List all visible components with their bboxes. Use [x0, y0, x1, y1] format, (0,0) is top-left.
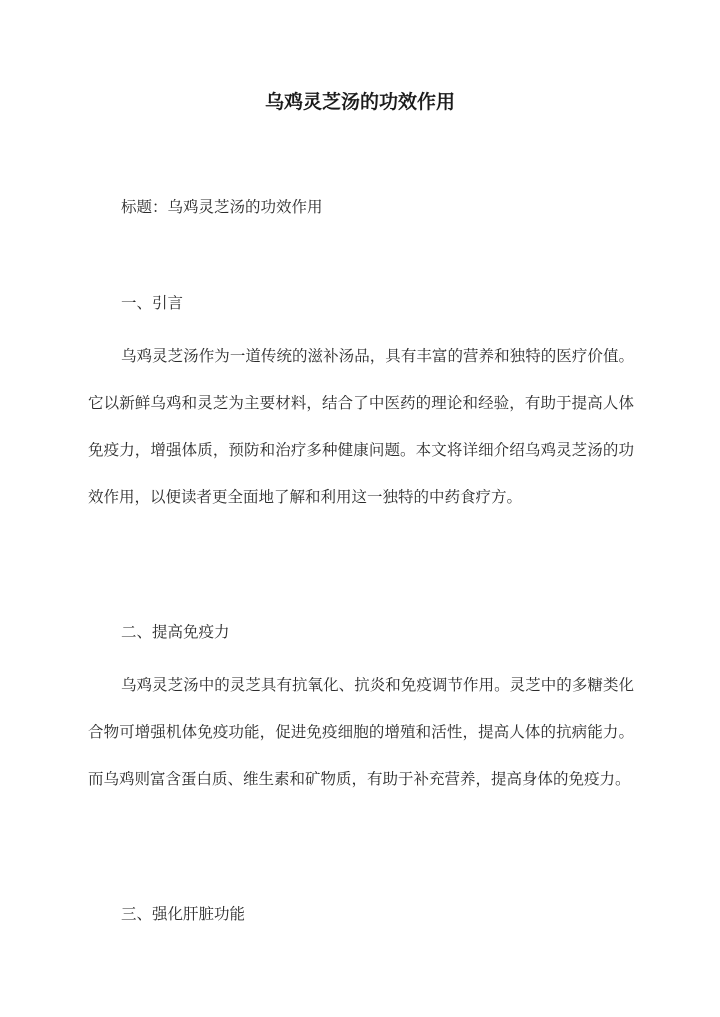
- document-title: 乌鸡灵芝汤的功效作用: [264, 91, 455, 113]
- section-heading-liver: 三、强化肝脏功能: [121, 905, 246, 923]
- section-paragraph-immunity: 乌鸡灵芝汤中的灵芝具有抗氧化、抗炎和免疫调节作用。灵芝中的多糖类化合物可增强机体免疫功能，促进免疫细胞的增殖和活性，提高人体的抗病能力。而乌鸡则富含蛋白质、维生素和矿物质，有助于补充营养，提高身体的免疫力。: [88, 676, 634, 788]
- section-paragraph-intro: 乌鸡灵芝汤作为一道传统的滋补汤品，具有丰富的营养和独特的医疗价值。它以新鲜乌鸡和灵芝为主要材料，结合了中医药的理论和经验，有助于提高人体免疫力，增强体质，预防和治疗多种健康问题。本文将详细介绍乌鸡灵芝汤的功效作用，以便读者更全面地了解和利用这一独特的中药食疗方。: [88, 347, 634, 506]
- subtitle-line: 标题：乌鸡灵芝汤的功效作用: [121, 198, 323, 216]
- section-heading-immunity: 二、提高免疫力: [121, 623, 230, 641]
- section-heading-intro: 一、引言: [121, 294, 184, 312]
